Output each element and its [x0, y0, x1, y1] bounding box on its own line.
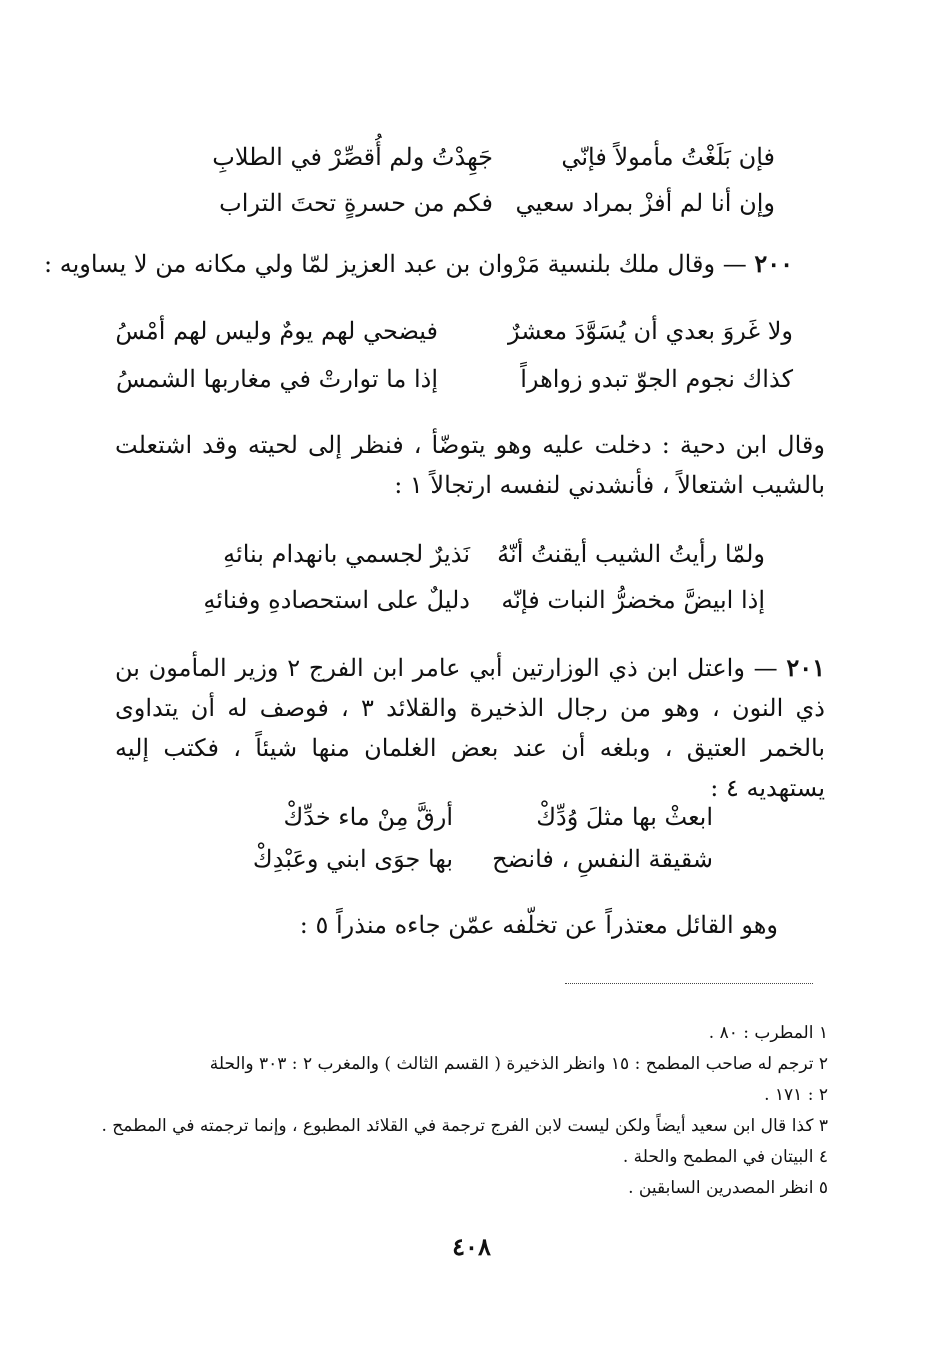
paragraph-200 [44, 244, 793, 284]
verse-first-hemistich: ولمّا رأيتُ الشيب أيقنتُ أنّهُ [497, 540, 765, 568]
paragraph-apology: وهو القائل معتذراً عن تخلّفه عمّن جاءه منذراً ٥ : [299, 911, 778, 939]
verse-first-hemistich: كذاك نجوم الجوّ تبدو زواهراً [520, 365, 793, 393]
paragraph-number: ٢٠٠ [754, 249, 793, 278]
paragraph-number: ٢٠١ [786, 653, 826, 682]
verse-second-hemistich: دليلٌ على استحصادهِ وفنائهِ [203, 586, 470, 614]
footnote-separator [565, 983, 813, 984]
verse-second-hemistich: جَهِدْتُ ولم أُقصِّرْ في الطلابِ [212, 143, 493, 171]
verse-second-hemistich: أرقَّ مِنْ ماء خدِّكْ [283, 803, 453, 831]
verse-first-hemistich: وإن أنا لم أفزْ بمراد سعيي [515, 189, 775, 217]
verse-second-hemistich: بها جوَى ابني وعَبْدِكْ [252, 845, 453, 873]
verse-second-hemistich: فكم من حسرةٍ تحتَ التراب [219, 189, 493, 217]
footnote-5: ٥ انظر المصدرين السابقين . [628, 1178, 828, 1198]
verse-first-hemistich: شقيقة النفسِ ، فانضح [492, 845, 713, 873]
footnote-4: ٤ البيتان في المطمح والحلة . [622, 1147, 828, 1167]
footnote-3: ٣ كذا قال ابن سعيد أيضاً ولكن ليست لابن الفرج ترجمة في القلائد المطبوع ، وإنما ترجمته في المطمح . [101, 1116, 828, 1136]
footnote-2-continued: ٢ : ١٧١ . [764, 1085, 828, 1105]
page-number: ٤٠٨ [452, 1232, 491, 1261]
paragraph-text: — واعتل ابن ذي الوزارتين أبي عامر ابن الفرج ٢ وزير المأمون بن ذي النون ، وهو من رجال الذخيرة والقلائد ٣ ، فوصف له أن يتداوى بالخمر العتيق ، وبلغه أن عند بعض الغلمان منها شيئاً ، فكتب إليه يستهديه ٤ : [115, 654, 825, 802]
verse-first-hemistich: ولا غَروَ بعدي أن يُسَوَّدَ معشرٌ [508, 317, 793, 345]
paragraph-text: — وقال ملك بلنسية مَرْوان بن عبد العزيز لمّا ولي مكانه من لا يساويه : [44, 250, 747, 278]
verse-second-hemistich: إذا ما توارتْ في مغاربها الشمسُ [116, 365, 438, 393]
paragraph-201 [115, 648, 825, 808]
footnote-2: ٢ ترجم له صاحب المطمح : ١٥ وانظر الذخيرة ( القسم الثالث ) والمغرب ٢ : ٣٠٣ والحلة [209, 1054, 828, 1074]
paragraph-ibn-dahiya: وقال ابن دحية : دخلت عليه وهو يتوضّأ ، فنظر إلى لحيته وقد اشتعلت بالشيب اشتعالاً ، فأنشدني لنفسه ارتجالاً ١ : [115, 431, 825, 499]
footnote-1: ١ المطرب : ٨٠ . [708, 1023, 828, 1043]
verse-second-hemistich: فيضحي لهم يومٌ وليس لهم أمْسُ [115, 317, 438, 345]
verse-first-hemistich: إذا ابيضَّ مخضرُّ النبات فإنّه [501, 586, 765, 614]
verse-second-hemistich: نَذيرٌ لجسمي بانهدام بنائهِ [223, 540, 470, 568]
verse-first-hemistich: فإن بَلَغْتُ مأمولاً فإنّي [561, 143, 775, 171]
verse-first-hemistich: ابعثْ بها مثلَ وُدِّكْ [536, 803, 713, 831]
